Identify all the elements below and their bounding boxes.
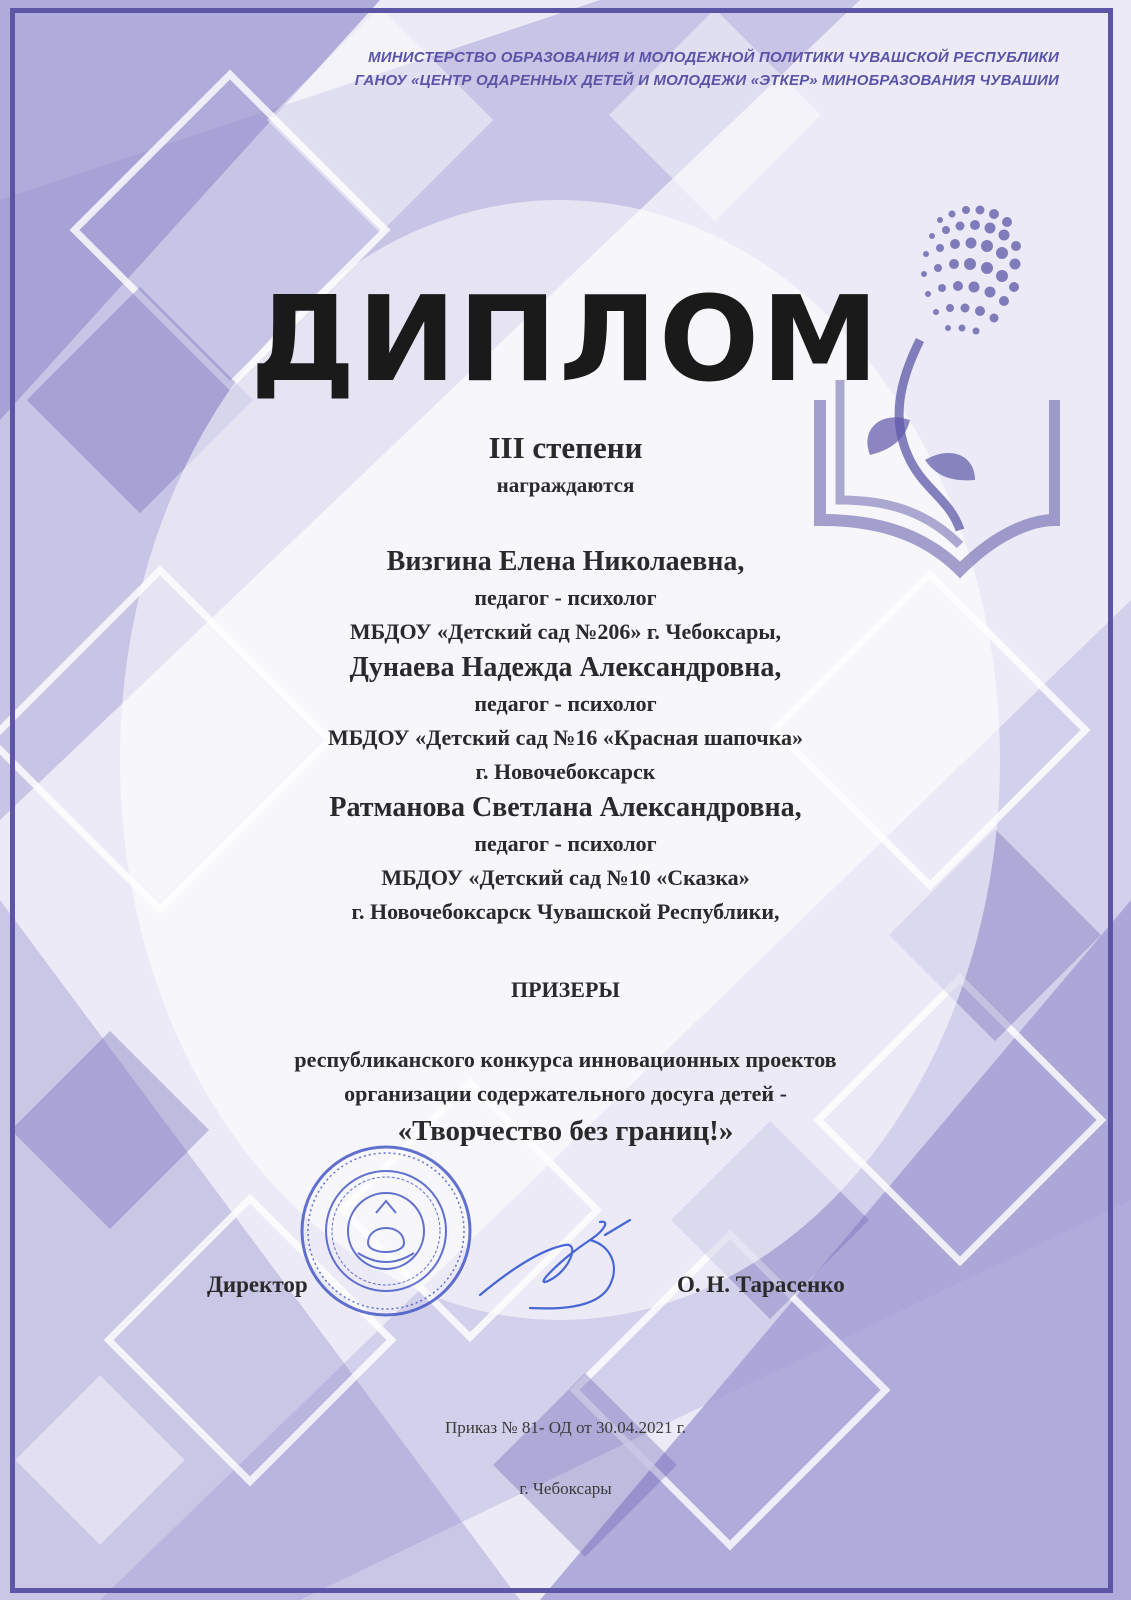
- signature-role: Директор: [207, 1272, 308, 1297]
- director-signature: [470, 1210, 650, 1320]
- recipient: [0, 789, 1131, 929]
- recipient-city: г. Новочебоксарск Чувашской Республики,: [351, 899, 780, 924]
- recipient-name: Ратманова Светлана Александровна,: [329, 792, 802, 823]
- recipient: [0, 649, 1131, 789]
- official-seal: [298, 1143, 474, 1319]
- recipient-position: педагог - психолог: [474, 585, 657, 610]
- contest-line-2: организации содержательного досуга детей -: [344, 1081, 787, 1106]
- signature-name: О. Н. Тарасенко: [677, 1272, 845, 1297]
- header-center: ГАНОУ «ЦЕНТР ОДАРЕННЫХ ДЕТЕЙ И МОЛОДЕЖИ «ЭТКЕР» МИНОБРАЗОВАНИЯ ЧУВАШИИ: [354, 72, 1059, 89]
- diploma-title: ДИПЛОМ: [250, 270, 881, 408]
- awarded-label: награждаются: [496, 473, 635, 497]
- recipient-city: г. Новочебоксарск: [475, 759, 656, 784]
- recipient: [0, 543, 1131, 649]
- recipient-position: педагог - психолог: [474, 691, 657, 716]
- recipient-organization: МБДОУ «Детский сад №16 «Красная шапочка»: [327, 725, 804, 750]
- recipients-list: [0, 543, 1131, 929]
- issuer-header: [355, 46, 1059, 92]
- recipient-organization: МБДОУ «Детский сад №10 «Сказка»: [381, 865, 750, 890]
- recipient-position: педагог - психолог: [474, 831, 657, 856]
- recipient-name: Визгина Елена Николаевна,: [386, 546, 745, 577]
- header-ministry: МИНИСТЕРСТВО ОБРАЗОВАНИЯ И МОЛОДЕЖНОЙ ПОЛИТИКИ ЧУВАШСКОЙ РЕСПУБЛИКИ: [368, 49, 1059, 66]
- issue-city: г. Чебоксары: [519, 1479, 612, 1498]
- prizers-heading: ПРИЗЕРЫ: [511, 977, 620, 1002]
- recipient-name: Дунаева Надежда Александровна,: [349, 652, 782, 683]
- contest-line-1: республиканского конкурса инновационных проектов: [294, 1047, 837, 1072]
- order-number: Приказ № 81- ОД от 30.04.2021 г.: [444, 1418, 687, 1437]
- recipient-organization: МБДОУ «Детский сад №206» г. Чебоксары,: [349, 619, 782, 644]
- contest-description: [0, 1043, 1131, 1151]
- degree: III степени: [488, 430, 643, 465]
- contest-title: «Творчество без границ!»: [397, 1115, 734, 1147]
